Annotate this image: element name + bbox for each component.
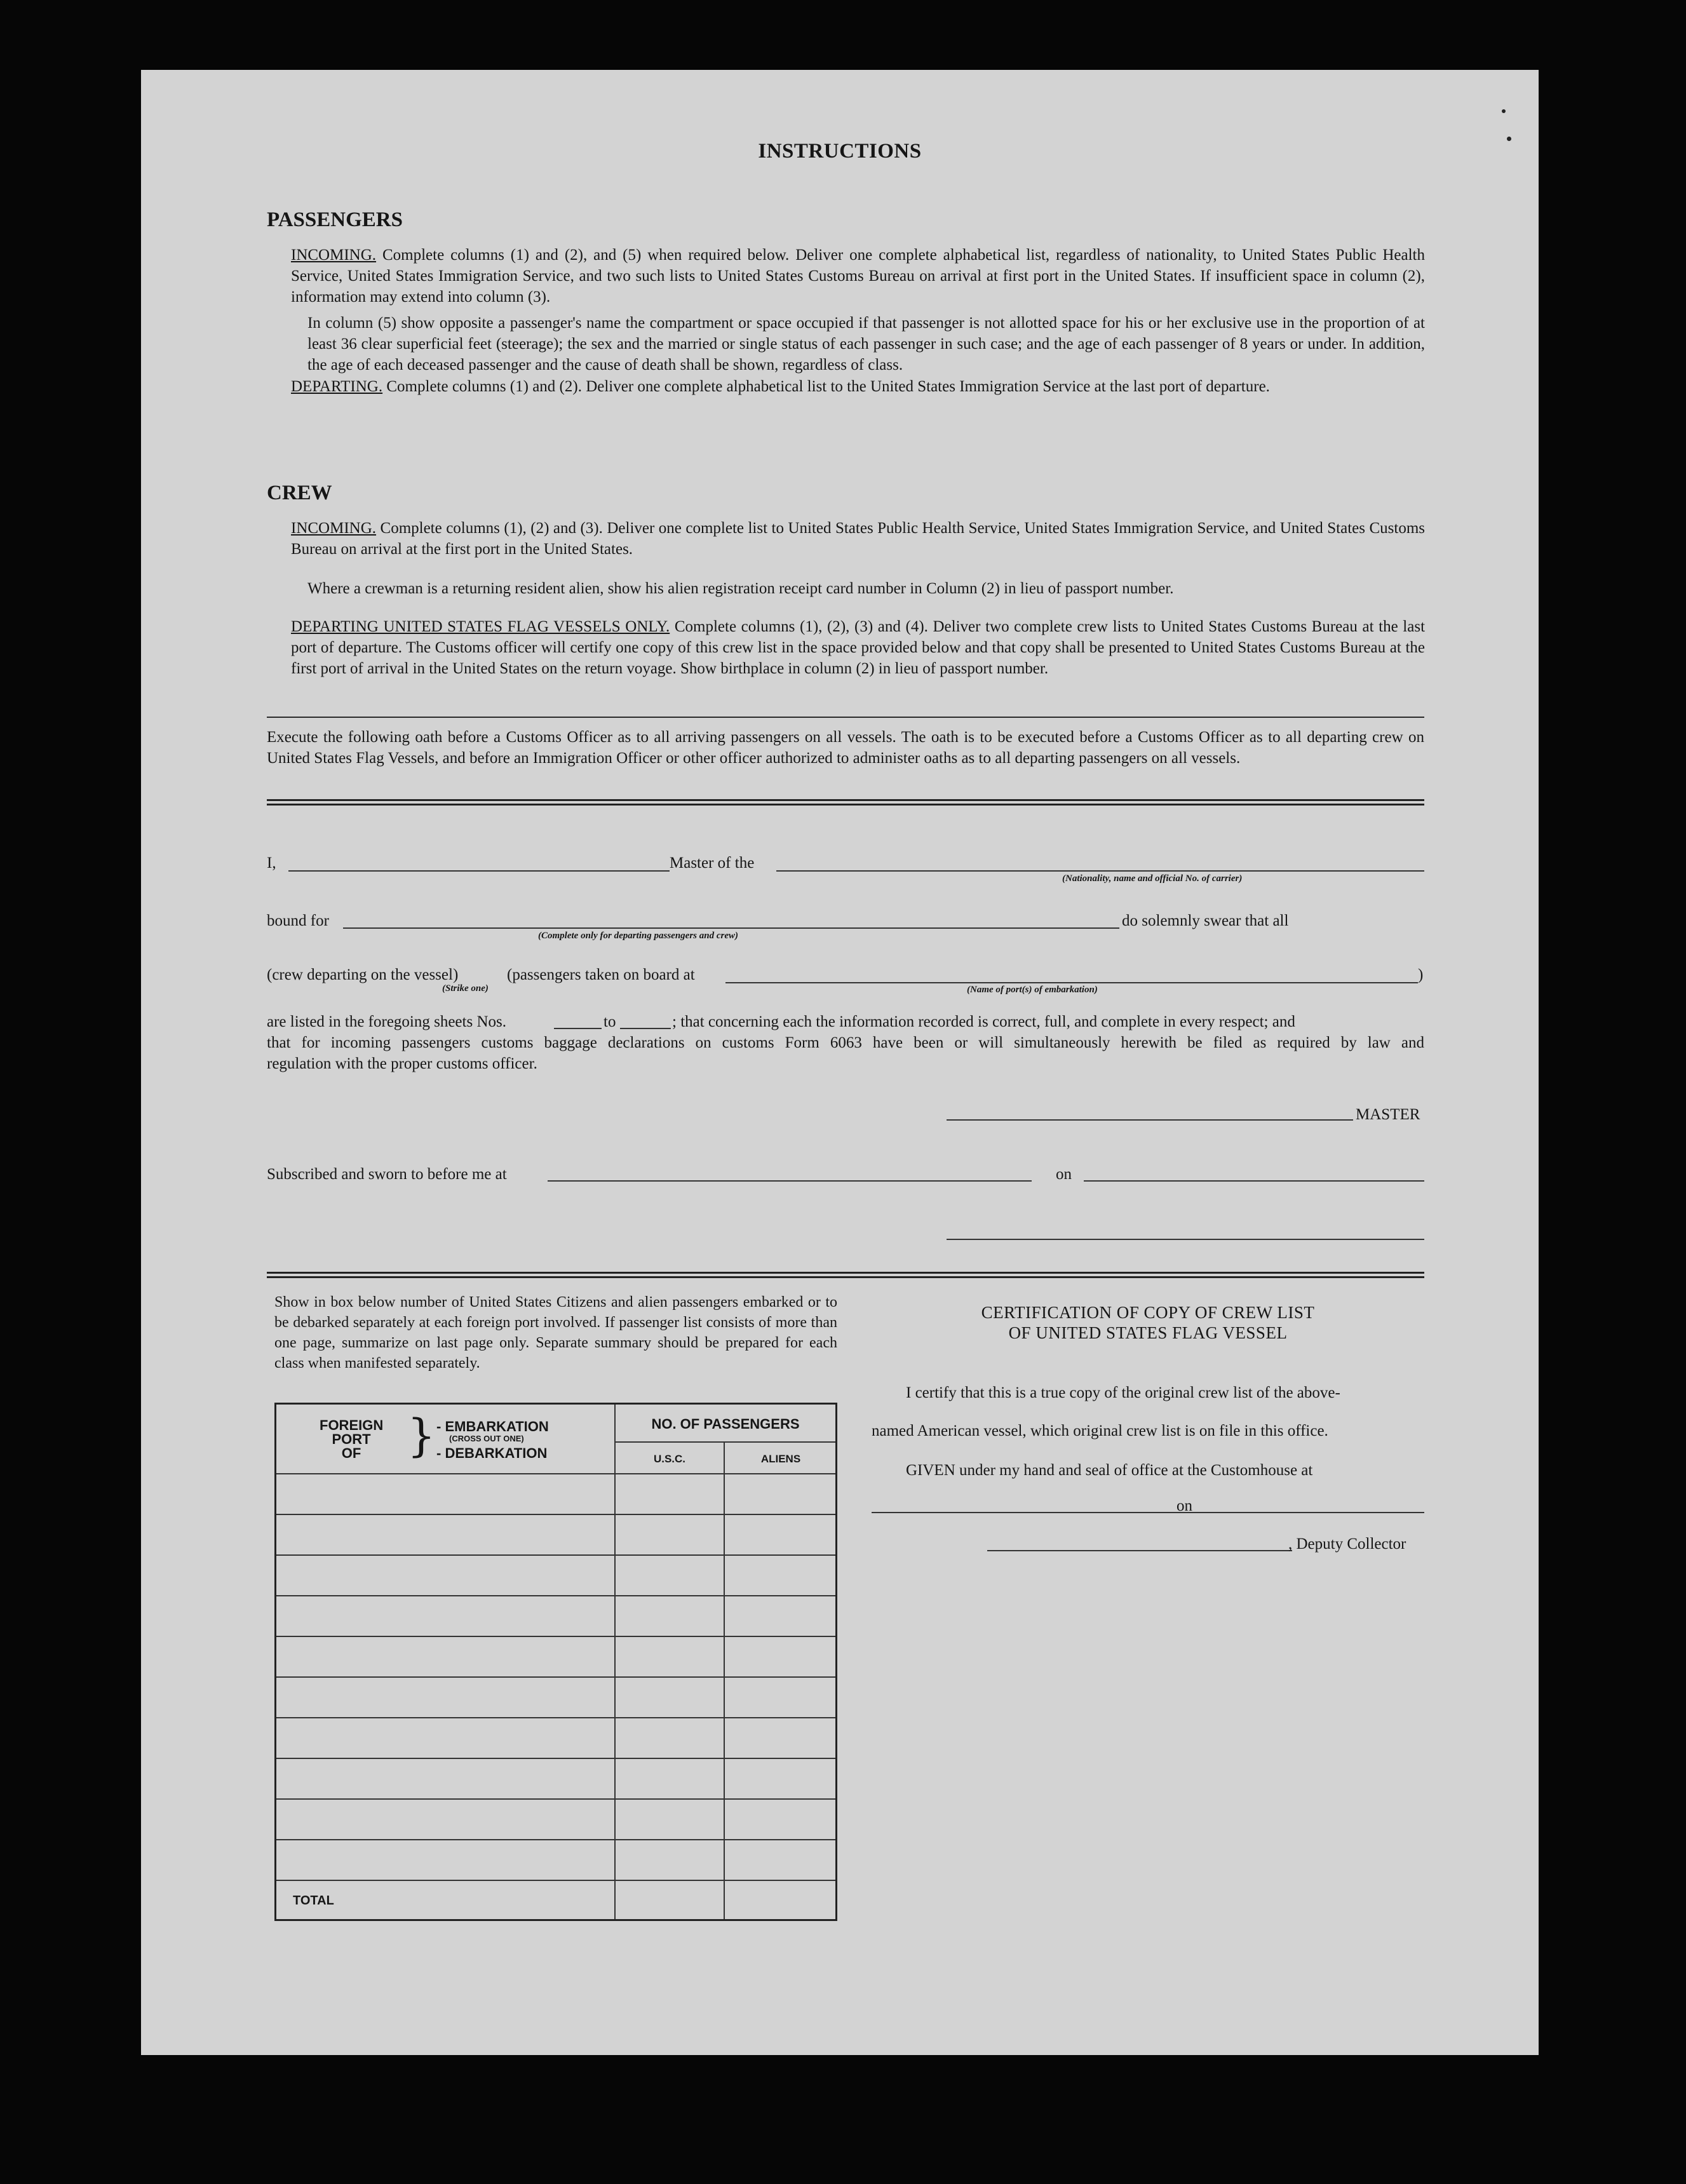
table-row <box>276 1799 837 1840</box>
listed-text-1: are listed in the foregoing sheets Nos. <box>267 1013 506 1030</box>
table-row <box>276 1555 837 1596</box>
crew-departing-option[interactable]: (crew departing on the vessel) <box>267 966 459 983</box>
passengers-incoming-lead: INCOMING. <box>291 246 377 264</box>
usc-cell[interactable] <box>615 1840 724 1880</box>
port-cell[interactable] <box>276 1474 616 1514</box>
foreign-port-label <box>320 1419 383 1460</box>
cross-out-note: (CROSS OUT ONE) <box>449 1434 524 1443</box>
passengers-column5-text: In column (5) show opposite a passenger's name the compartment or space occupied if that passenger is not allotted space for his or her exclusive use in the proportion of at least 36 clear superficial feet (steerage); the sex and the married or single status of each passenger in such case; and the age of each passenger of 8 years or under. In addition, the age of each deceased passenger and the cause of death shall be shown, regardless of class. <box>307 314 1425 374</box>
swear-label: do solemnly swear that all <box>1122 912 1289 929</box>
total-aliens-cell[interactable] <box>724 1880 837 1920</box>
crew-departing <box>291 616 1425 679</box>
listed-to: to <box>604 1013 616 1030</box>
passengers-departing <box>291 376 1425 397</box>
passengers-incoming <box>291 245 1425 307</box>
crew-incoming-text: Complete columns (1), (2) and (3). Deliver one complete list to United States Public Health Service, United States Immigration Service, and United States Customs Bureau on arrival at the first port in the United States. <box>291 520 1426 558</box>
master-name-field[interactable] <box>288 870 670 872</box>
subscribed-place-field[interactable] <box>548 1180 1032 1182</box>
total-usc-cell[interactable] <box>615 1880 724 1920</box>
passenger-summary-table <box>274 1403 837 1921</box>
passengers-departing-lead: DEPARTING. <box>291 378 383 395</box>
certification-title-1: CERTIFICATION OF COPY OF CREW LIST <box>981 1303 1315 1322</box>
crew-incoming <box>291 518 1425 560</box>
listed-text-4: regulation with the proper customs officer. <box>267 1055 537 1072</box>
table-row <box>276 1474 837 1514</box>
brace-glyph: } <box>407 1410 436 1462</box>
master-of-label: Master of the <box>670 854 755 872</box>
usc-cell[interactable] <box>615 1718 724 1758</box>
double-divider <box>267 799 1424 806</box>
master-signature-label: MASTER <box>1356 1106 1420 1123</box>
bound-for-field[interactable] <box>343 927 1119 929</box>
bound-for-label: bound for <box>267 912 329 929</box>
usc-cell[interactable] <box>615 1677 724 1718</box>
aliens-cell[interactable] <box>724 1596 837 1636</box>
aliens-cell[interactable] <box>724 1677 837 1718</box>
aliens-cell[interactable] <box>724 1718 837 1758</box>
no-passengers-header <box>615 1404 837 1474</box>
certify-text-1: I certify that this is a true copy of the original crew list of the above- <box>906 1384 1340 1401</box>
usc-cell[interactable] <box>615 1474 724 1514</box>
table-row <box>276 1718 837 1758</box>
passengers-incoming-text: Complete columns (1) and (2), and (5) when required below. Deliver one complete alphabetical list, regardless of nationality, to United States Public Health Service, United States Immigration Service, and two such lists to United States Customs Bureau on arrival at first port in the United States. If insufficient space in column (2), information may extend into column (3). <box>291 246 1426 306</box>
document-page <box>141 70 1539 2055</box>
port-cell[interactable] <box>276 1758 616 1799</box>
usc-cell[interactable] <box>615 1514 724 1555</box>
table-row <box>276 1677 837 1718</box>
double-divider-2 <box>267 1272 1424 1278</box>
crew-departing-lead: DEPARTING UNITED STATES FLAG VESSELS ONLY. <box>291 618 670 635</box>
passengers-taken-option[interactable]: (passengers taken on board at <box>507 966 695 983</box>
certification-title-2: OF UNITED STATES FLAG VESSEL <box>1008 1323 1288 1342</box>
aliens-cell[interactable] <box>724 1636 837 1677</box>
bound-note: (Complete only for departing passengers and crew) <box>538 931 738 941</box>
port-cell[interactable] <box>276 1799 616 1840</box>
table-row <box>276 1758 837 1799</box>
subscribed-date-field[interactable] <box>1084 1180 1424 1182</box>
page-title: INSTRUCTIONS <box>758 140 922 163</box>
port-field[interactable] <box>725 982 1418 983</box>
table-row <box>276 1596 837 1636</box>
port-label: PORT <box>332 1431 371 1447</box>
certify-text-2: named American vessel, which original crew list is on file in this office. <box>872 1422 1328 1439</box>
close-paren: ) <box>1418 966 1424 983</box>
port-cell[interactable] <box>276 1555 616 1596</box>
deputy-signature-field[interactable] <box>987 1550 1292 1551</box>
aliens-cell[interactable] <box>724 1514 837 1555</box>
total-label: TOTAL <box>293 1893 334 1908</box>
no-passengers-label: NO. OF PASSENGERS <box>651 1416 800 1432</box>
usc-label: U.S.C. <box>653 1453 686 1465</box>
oath-intro: Execute the following oath before a Customs Officer as to all arriving passengers on all vessels. The oath is to be executed before a Customs Officer as to all departing crew on United States Flag Vessels, and before an Immigration Officer or other officer authorized to administer oaths as to all departing passengers on all vessels. <box>267 729 1424 767</box>
header-divider <box>616 1441 835 1443</box>
table-row <box>276 1840 837 1880</box>
aliens-label: ALIENS <box>760 1453 801 1465</box>
aliens-cell[interactable] <box>724 1555 837 1596</box>
total-row <box>276 1880 837 1920</box>
port-cell[interactable] <box>276 1840 616 1880</box>
foreign-label: FOREIGN <box>320 1417 384 1433</box>
officer-signature-field[interactable] <box>947 1239 1424 1240</box>
port-cell[interactable] <box>276 1636 616 1677</box>
carrier-note: (Nationality, name and official No. of carrier) <box>1062 873 1243 884</box>
crew-departing-text: Complete columns (1), (2), (3) and (4). Deliver two complete crew lists to United States Customs Bureau at the last port of departure. The Customs officer will certify one copy of this crew list in the space provided below and that copy shall be presented to United States Customs Bureau at the first port of arrival in the United States on the return voyage. Show birthplace in column (2) in lieu of passport number. <box>291 618 1426 677</box>
port-cell[interactable] <box>276 1718 616 1758</box>
subscribed-on-label: on <box>1056 1166 1072 1183</box>
port-cell[interactable] <box>276 1514 616 1555</box>
usc-cell[interactable] <box>615 1636 724 1677</box>
passengers-departing-text: Complete columns (1) and (2). Deliver one complete alphabetical list to the United States Immigration Service at the last port of departure. <box>386 378 1270 395</box>
master-signature-field[interactable] <box>947 1119 1353 1121</box>
crew-incoming-lead: INCOMING. <box>291 520 377 537</box>
carrier-field[interactable] <box>776 870 1424 872</box>
table-row <box>276 1636 837 1677</box>
sheet-to-field[interactable] <box>620 1028 671 1029</box>
summary-instructions: Show in box below number of United States Citizens and alien passengers embarked or to be debarked separately at each foreign port involved. If passenger list consists of more than one page, summarize on last page only. Separate summary should be prepared for each class when manifested separately. <box>274 1294 837 1372</box>
crew-heading: CREW <box>267 482 332 504</box>
of-label: OF <box>341 1445 361 1461</box>
usc-cell[interactable] <box>615 1555 724 1596</box>
strike-one-note: (Strike one) <box>442 983 489 994</box>
certification-on-label: on <box>1177 1497 1192 1514</box>
usc-cell[interactable] <box>615 1596 724 1636</box>
aliens-cell[interactable] <box>724 1799 837 1840</box>
deputy-collector-label: , Deputy Collector <box>1288 1535 1406 1553</box>
certification-title <box>872 1302 1424 1343</box>
scan-speck <box>1502 109 1506 113</box>
given-text: GIVEN under my hand and seal of office at the Customhouse at <box>906 1462 1313 1479</box>
scan-speck <box>1507 137 1511 141</box>
listed-text-2: ; that concerning each the information recorded is correct, full, and complete in every respect; and <box>672 1013 1295 1030</box>
port-cell[interactable] <box>276 1677 616 1718</box>
aliens-cell[interactable] <box>724 1474 837 1514</box>
passengers-heading: PASSENGERS <box>267 208 403 231</box>
total-cell <box>276 1880 616 1920</box>
listed-text-3: that for incoming passengers customs baggage declarations on customs Form 6063 have been or will simultaneously herewith be filed as required by law and <box>267 1034 1424 1051</box>
sheet-from-field[interactable] <box>554 1028 602 1029</box>
port-note: (Name of port(s) of embarkation) <box>967 985 1098 995</box>
debarkation-option[interactable]: - DEBARKATION <box>436 1445 548 1461</box>
oath-i-label: I, <box>267 854 276 872</box>
usc-cell[interactable] <box>615 1799 724 1840</box>
crew-resident-text: Where a crewman is a returning resident alien, show his alien registration receipt card number in Column (2) in lieu of passport number. <box>307 580 1174 597</box>
foreign-port-header <box>276 1404 616 1474</box>
divider <box>267 717 1424 718</box>
table-row <box>276 1514 837 1555</box>
certification-date-field[interactable] <box>1199 1512 1424 1513</box>
embarkation-option[interactable]: - EMBARKATION <box>436 1419 549 1434</box>
aliens-cell[interactable] <box>724 1840 837 1880</box>
subscribed-label: Subscribed and sworn to before me at <box>267 1166 507 1183</box>
port-cell[interactable] <box>276 1596 616 1636</box>
aliens-cell[interactable] <box>724 1758 837 1799</box>
usc-cell[interactable] <box>615 1758 724 1799</box>
